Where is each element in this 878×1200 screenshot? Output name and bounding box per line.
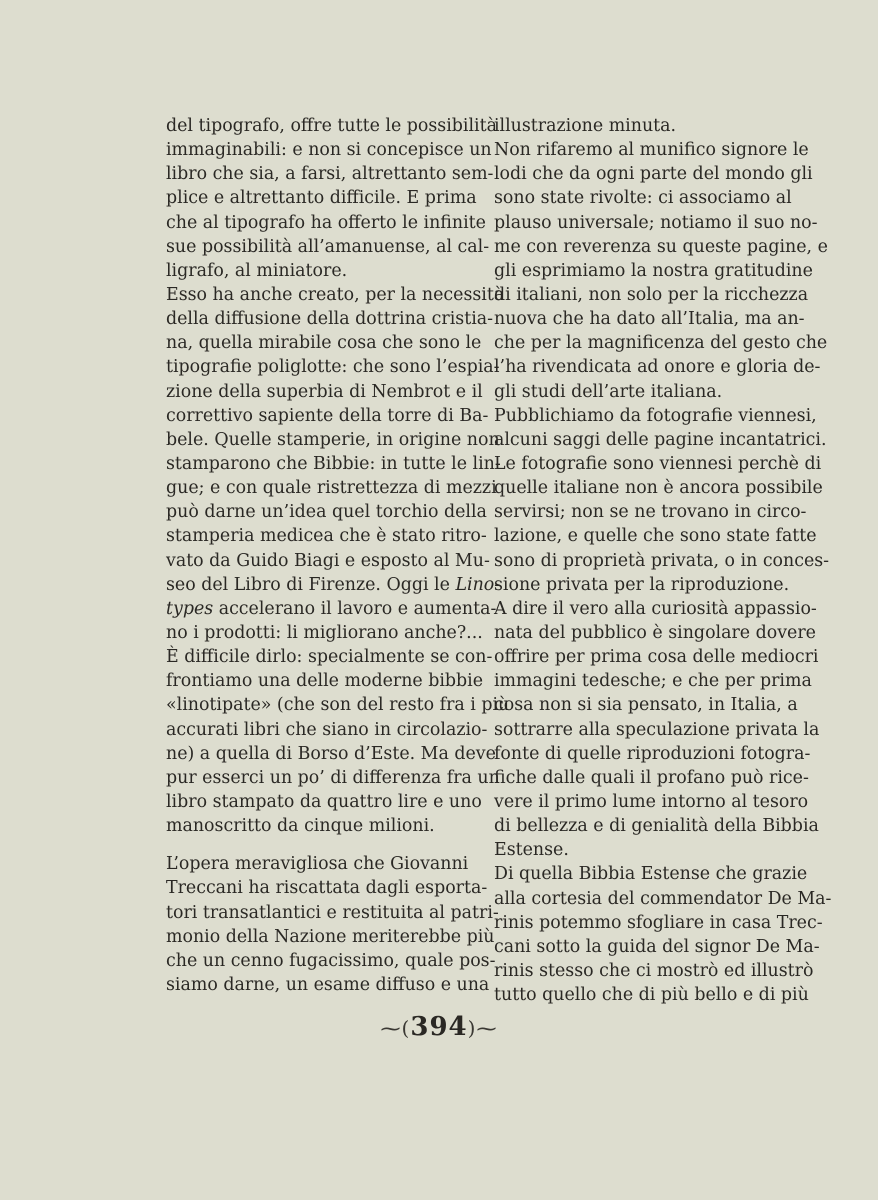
text-run: seo del Libro di Firenze. Oggi le <box>166 574 456 595</box>
text-line: Esso ha anche creato, per la necessità <box>166 284 505 305</box>
text-line: di bellezza e di genialità della Bibbia <box>494 816 819 837</box>
text-line: alcuni saggi delle pagine incantatrici. <box>494 429 827 450</box>
text-line: sottrarre alla speculazione privata la <box>494 719 820 740</box>
italic-word: Lino- <box>455 574 501 595</box>
text-line-linotypes <box>166 573 501 597</box>
text-line: che al tipografo ha offerto le infinite <box>166 212 486 233</box>
text-line: «linotipate» (che son del resto fra i più <box>166 695 510 716</box>
right-column <box>494 114 832 1007</box>
text-line: Di quella Bibbia Estense che grazie <box>494 864 808 885</box>
text-line: illustrazione minuta. <box>494 116 677 136</box>
text-line: l’ha rivendicata ad onore e gloria de- <box>494 357 821 378</box>
text-line: gue; e con quale ristrettezza di mezzi <box>166 478 497 499</box>
text-line: ligrafo, al miniatore. <box>166 260 348 281</box>
text-line: fiche dalle quali il profano può rice- <box>494 767 809 788</box>
text-line: manoscritto da cinque milioni. <box>166 816 435 837</box>
text-line: di italiani, non solo per la ricchezza <box>494 284 809 305</box>
text-line: gli esprimiamo la nostra gratitudine <box>494 260 813 281</box>
text-line: libro stampato da quattro lire e uno <box>166 791 482 812</box>
text-line: Estense. <box>494 840 569 861</box>
text-line: stamparono che Bibbie: in tutte le lin- <box>166 453 501 474</box>
text-line: sono di proprietà privata, o in conces- <box>494 550 830 571</box>
text-line: lodi che da ogni parte del mondo gli <box>494 164 813 185</box>
text-line: no i prodotti: li migliorano anche?... <box>166 622 483 643</box>
text-line: frontiamo una delle moderne bibbie <box>166 671 484 692</box>
text-line: cosa non si sia pensato, in Italia, a <box>494 695 798 716</box>
text-line: tutto quello che di più bello e di più <box>494 985 809 1006</box>
text-line: immaginabili: e non si concepisce un <box>166 140 492 161</box>
text-line: siamo darne, un esame diffuso e una <box>166 974 490 995</box>
text-run: accelerano il lavoro e aumenta- <box>213 598 497 619</box>
text-line: alla cortesia del commendator De Ma- <box>494 888 832 909</box>
paragraph-1 <box>166 114 497 283</box>
text-line: che per la magnificenza del gesto che <box>494 333 828 354</box>
text-line: correttivo sapiente della torre di Ba- <box>166 405 489 426</box>
text-line: vere il primo lume intorno al tesoro <box>494 791 809 812</box>
text-line: tori transatlantici e restituita al patri- <box>166 902 499 923</box>
text-line: lazione, e quelle che sono state fatte <box>494 526 817 547</box>
text-line: quelle italiane non è ancora possibile <box>494 478 823 499</box>
text-line: Pubblichiamo da fotografie viennesi, <box>494 405 817 426</box>
text-line: sue possibilità all’amanuense, al cal- <box>166 236 490 257</box>
text-line: servirsi; non se ne trovano in circo- <box>494 502 807 523</box>
text-line: immagini tedesche; e che per prima <box>494 671 812 692</box>
paragraph-3 <box>166 852 499 997</box>
text-line-linotypes-2 <box>166 597 497 621</box>
paragraph-gap <box>166 838 472 852</box>
text-line: della diffusione della dottrina cristia- <box>166 309 494 330</box>
text-line: tipografie poliglotte: che sono l’espia- <box>166 357 500 378</box>
text-line: stamperia medicea che è stato ritro- <box>166 526 487 547</box>
text-line: offrire per prima cosa delle mediocri <box>494 647 819 668</box>
text-line: Le fotografie sono viennesi perchè di <box>494 453 822 474</box>
left-column <box>166 114 510 997</box>
text-line: nata del pubblico è singolare dovere <box>494 622 816 643</box>
folio-ornament-left: ⁓( <box>380 1016 411 1040</box>
text-line: fonte di quelle riproduzioni fotogra- <box>494 743 811 764</box>
text-line: L’opera meravigliosa che Giovanni <box>166 854 469 875</box>
text-line: rinis stesso che ci mostrò ed illustrò <box>494 960 814 981</box>
text-line: A dire il vero alla curiosità appassio- <box>494 598 817 619</box>
text-line: pur esserci un po’ di differenza fra un <box>166 767 500 788</box>
text-line: bele. Quelle stamperie, in origine non <box>166 429 500 450</box>
text-line: nuova che ha dato all’Italia, ma an- <box>494 309 805 330</box>
text-line: me con reverenza su queste pagine, e <box>494 236 828 257</box>
text-line: plauso universale; notiamo il suo no- <box>494 212 818 233</box>
page-number <box>0 1012 878 1042</box>
text-line: cani sotto la guida del signor De Ma- <box>494 936 820 957</box>
text-line: Treccani ha riscattata dagli esporta- <box>166 878 488 899</box>
page-number-value: 394 <box>410 1012 468 1042</box>
text-line: libro che sia, a farsi, altrettanto sem- <box>166 164 494 185</box>
text-line: può darne un’idea quel torchio della <box>166 502 487 523</box>
text-line: rinis potemmo sfogliare in casa Trec- <box>494 912 823 933</box>
folio-ornament-right: )⁓ <box>467 1016 498 1040</box>
paragraph-2 <box>166 283 510 838</box>
text-line: sione privata per la riproduzione. <box>494 574 790 595</box>
text-line: ne) a quella di Borso d’Este. Ma deve <box>166 743 496 764</box>
text-line: sono state rivolte: ci associamo al <box>494 188 792 209</box>
text-line: monio della Nazione meriterebbe più <box>166 926 495 947</box>
text-line: accurati libri che siano in circolazio- <box>166 719 488 740</box>
text-line: na, quella mirabile cosa che sono le <box>166 333 482 354</box>
text-line: gli studi dell’arte italiana. <box>494 381 723 402</box>
text-line: plice e altrettanto difficile. E prima <box>166 188 477 209</box>
italic-word: types <box>166 598 214 619</box>
text-line: del tipografo, offre tutte le possibilità <box>166 116 497 136</box>
text-line: vato da Guido Biagi e esposto al Mu- <box>166 550 490 571</box>
text-line: che un cenno fugacissimo, quale pos- <box>166 950 496 971</box>
text-line: zione della superbia di Nembrot e il <box>166 381 483 402</box>
text-line: Non rifaremo al munifico signore le <box>494 140 809 161</box>
text-line: È difficile dirlo: specialmente se con- <box>166 647 493 668</box>
